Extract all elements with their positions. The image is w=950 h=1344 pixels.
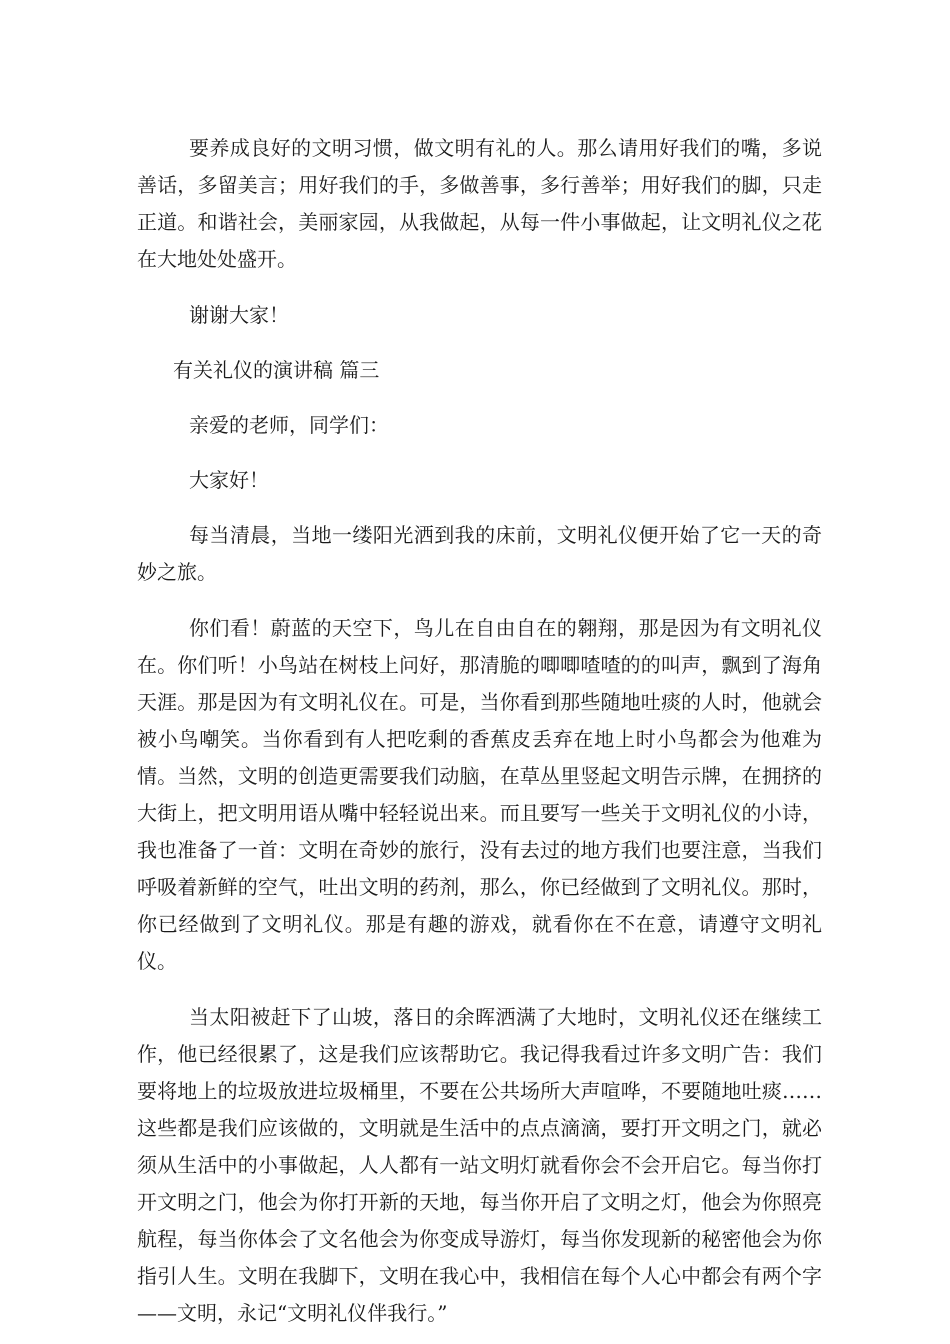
paragraph-sunset: 当太阳被赶下了山坡，落日的余晖洒满了大地时，文明礼仪还在继续工作，他已经很累了，这是我们应该帮助它。我记得我看过许多文明广告：我们要将地上的垃圾放进垃圾桶里，不要在公共场所大声喧哗，不要随地吐痰……这些都是我们应该做的，文明就是生活中的点点滴滴，要打开文明之门，就必须从生活中的小事做起，人人都有一站文明灯就看你会不会开启它。每当你打开文明之门，他会为你打开新的天地，每当你开启了文明之灯，他会为你照亮航程，每当你体会了文名他会为你变成导游灯，每当你发现新的秘密他会为你指引人生。文明在我脚下，文明在我心中，我相信在每个人心中都会有两个字——文明，永记“文明礼仪伴我行。” [137, 1005, 822, 1325]
paragraph-greeting: 大家好！ [189, 468, 269, 492]
paragraph-thanks: 谢谢大家！ [189, 303, 289, 327]
section-heading: 有关礼仪的演讲稿 篇三 [173, 358, 380, 382]
paragraph-morning: 每当清晨，当地一缕阳光洒到我的床前，文明礼仪便开始了它一天的奇妙之旅。 [137, 523, 822, 584]
paragraph-salutation: 亲爱的老师，同学们： [189, 413, 389, 437]
paragraph-birds: 你们看！蔚蓝的天空下，鸟儿在自由自在的翱翔，那是因为有文明礼仪在。你们听！小鸟站在树枝上问好，那清脆的唧唧喳喳的的叫声，飘到了海角天涯。那是因为有文明礼仪在。可是，当你看到那些随地吐痰的人时，他就会被小鸟嘲笑。当你看到有人把吃剩的香蕉皮丢弃在地上时小鸟都会为他难为情。当然，文明的创造更需要我们动脑，在草丛里竖起文明告示牌，在拥挤的大街上，把文明用语从嘴中轻轻说出来。而且要写一些关于文明礼仪的小诗，我也准备了一首：文明在奇妙的旅行，没有去过的地方我们也要注意，当我们呼吸着新鲜的空气，吐出文明的药剂，那么，你已经做到了文明礼仪。那时，你已经做到了文明礼仪。那是有趣的游戏，就看你在不在意，请遵守文明礼仪。 [137, 616, 822, 973]
document-page [137, 130, 822, 1332]
paragraph-civility-habits: 要养成良好的文明习惯，做文明有礼的人。那么请用好我们的嘴，多说善话，多留美言；用好我们的手，多做善事，多行善举；用好我们的脚，只走正道。和谐社会，美丽家园，从我做起，从每一件小事做起，让文明礼仪之花在大地处处盛开。 [137, 136, 822, 271]
